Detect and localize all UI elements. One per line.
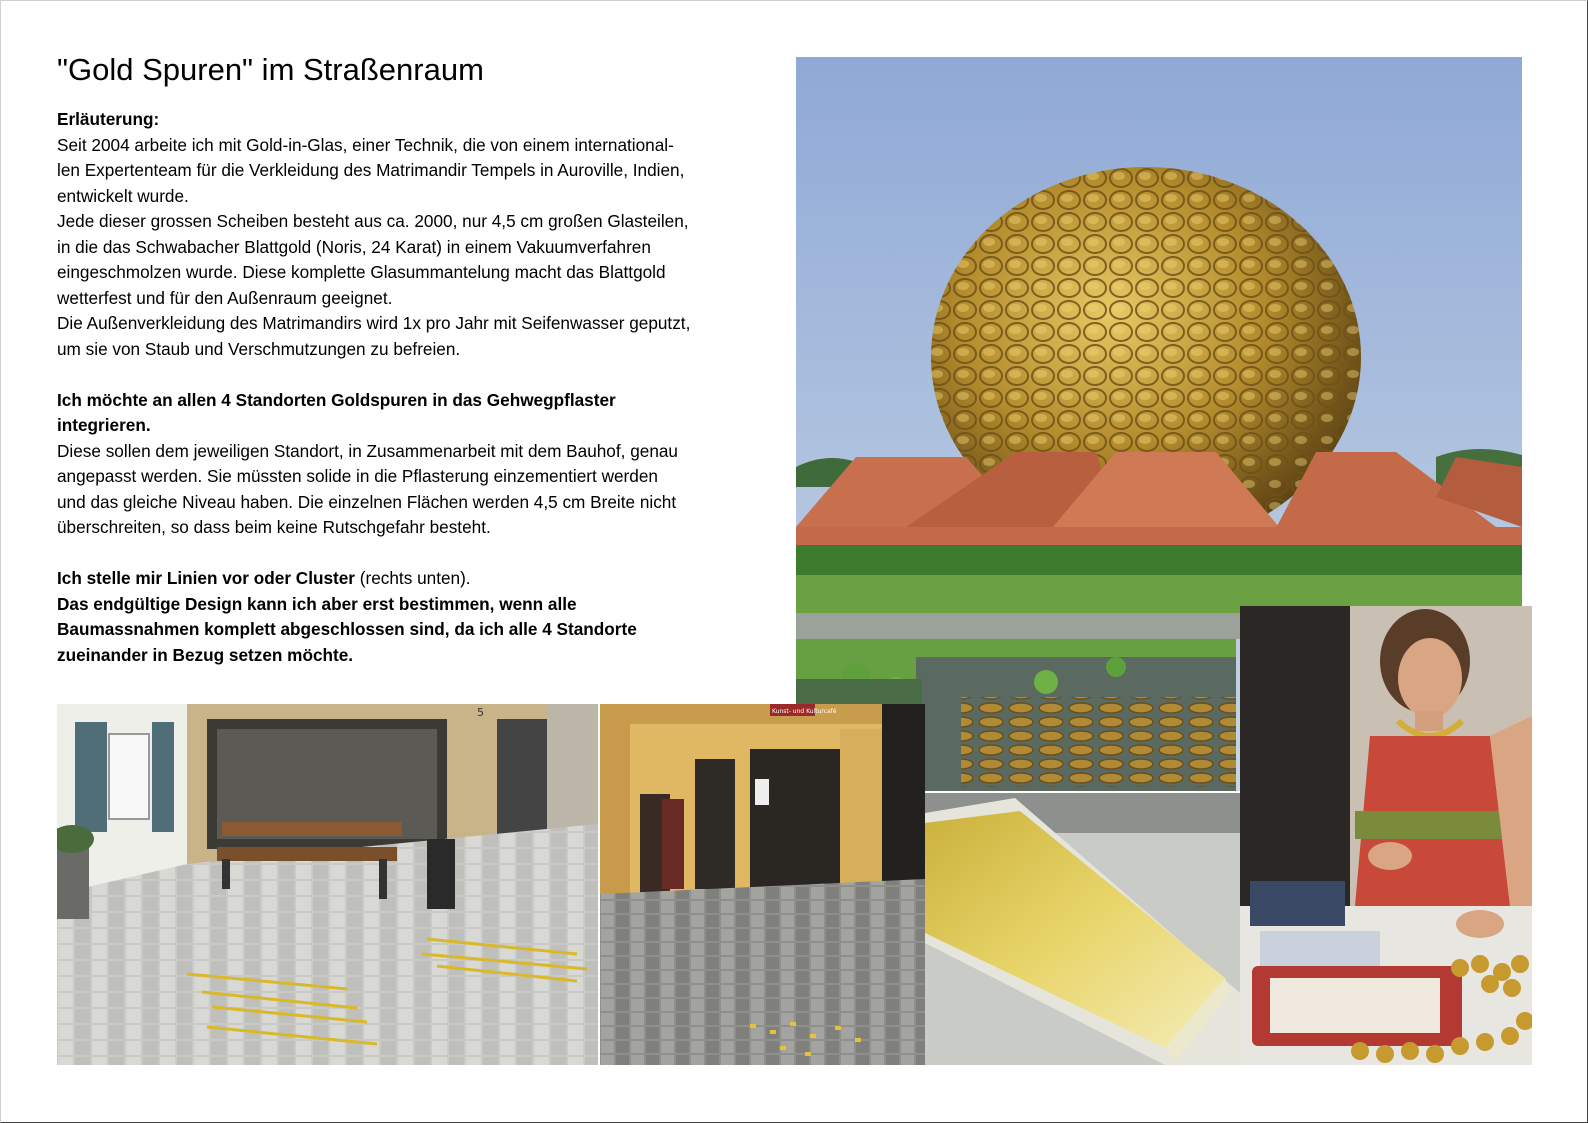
paragraph-1: Seit 2004 arbeite ich mit Gold-in-Glas, einer Technik, die von einem international- len Expertenteam für die Verkleidung des Matrimandir Tempels in Auroville, Indien, entwickelt wurde.	[57, 134, 685, 206]
lines-or-cluster: Ich stelle mir Linien vor oder Cluster (rechts unten).	[57, 568, 471, 588]
explanation-heading: Erläuterung:	[57, 109, 160, 129]
street-bench-photo	[57, 704, 598, 1065]
cafe-sign: Kunst- und Kulturcafé	[772, 708, 837, 715]
house-number: 5	[477, 706, 484, 719]
bold-statement-1: Ich möchte an allen 4 Standorten Goldspuren in das Gehwegpflaster integrieren.	[57, 389, 616, 435]
paragraph-3: Die Außenverkleidung des Matrimandirs wird 1x pro Jahr mit Seifenwasser geputzt, um sie von Staub und Verschmutzungen zu befreien.	[57, 313, 691, 359]
bold-statement-2: Das endgültige Design kann ich aber erst bestimmen, wenn alle Baumassnahmen komplett abgeschlossen sind, da ich alle 4 Standorte zueinander in Bezug setzen möchte.	[57, 593, 637, 665]
page-title: "Gold Spuren" im Straßenraum	[57, 52, 484, 87]
paragraph-4: Diese sollen dem jeweiligen Standort, in Zusammenarbeit mit dem Bauhof, genau angepasst werden. Sie müssten solide in die Pflasterung einzementiert werden und das gleiche Niveau haben. Die einzelnen Flächen werden 4,5 cm Breite nicht überschreiten, so dass beim keine Rutschgefahr besteht.	[57, 440, 678, 537]
text-column	[57, 107, 757, 668]
artist-photo	[1240, 606, 1532, 1065]
paragraph-2: Jede dieser grossen Scheiben besteht aus ca. 2000, nur 4,5 cm großen Glasteilen, in die das Schwabacher Blattgold (Noris, 24 Karat) in einem Vakuumverfahren eingeschmolzen wurde. Diese komplette Glasummantelung macht das Blattgold wetterfest und für den Außenraum geeignet.	[57, 211, 689, 308]
street-facade-photo	[600, 704, 925, 1065]
gold-glass-photo	[925, 793, 1240, 1065]
